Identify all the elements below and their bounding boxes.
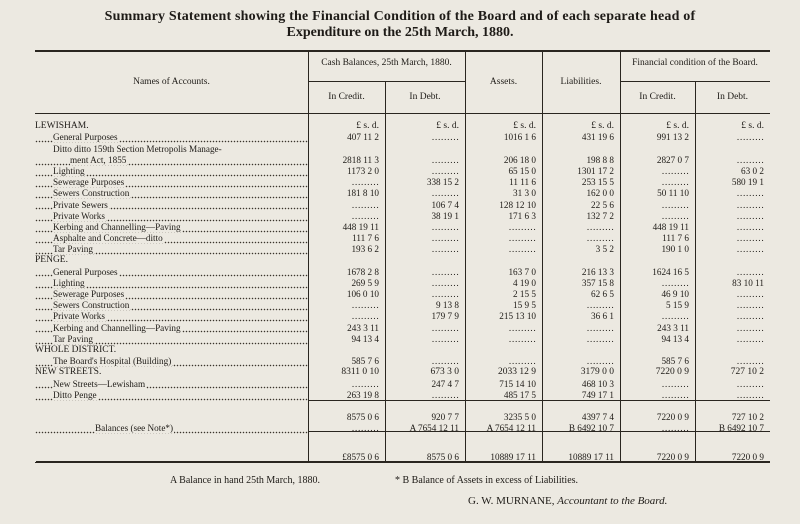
account-name: Kerbing and Channelling—Paving (53, 221, 181, 232)
note-b: * B Balance of Assets in excess of Liabilities. (395, 475, 579, 486)
amount-cell: ……… (351, 210, 379, 221)
amount-cell: ……… (431, 188, 459, 199)
amount-cell: 2827 0 7 (656, 154, 689, 165)
table-row (35, 244, 770, 255)
amount-cell: 991 13 2 (656, 132, 689, 143)
account-name: Ditto Penge (53, 389, 97, 400)
amount-cell: 8311 0 10 (341, 367, 379, 378)
total-row (35, 445, 770, 462)
amount-cell: 7220 0 9 (655, 367, 689, 378)
amount-cell: 253 15 5 (581, 177, 614, 188)
account-name-cell (35, 311, 308, 322)
table-row (35, 289, 770, 300)
amount-cell: 9 13 8 (436, 300, 459, 311)
amount-cell: 580 19 1 (731, 177, 764, 188)
amount-cell: ……… (431, 389, 459, 400)
financial-table (35, 121, 770, 463)
amount-cell (465, 255, 542, 266)
section-row (35, 255, 770, 266)
amount-cell: 8575 0 6 (426, 451, 459, 462)
account-name: Lighting (53, 165, 85, 176)
amount-cell: 7220 0 9 (731, 451, 764, 462)
account-name-cell (35, 390, 308, 401)
account-name: The Board's Hospital (Building) (53, 356, 172, 367)
amount-cell: 243 3 11 (657, 322, 689, 333)
amount-cell: 94 13 4 (661, 333, 689, 344)
amount-cell: ……… (508, 233, 536, 244)
amount-cell: £ s. d. (356, 121, 379, 132)
amount-cell: 193 6 2 (351, 244, 379, 255)
account-name-cell (35, 434, 308, 445)
amount-cell (542, 143, 620, 154)
amount-cell: ……… (736, 333, 764, 344)
header-cash-in-credit: In Credit. (328, 92, 365, 102)
amount-cell: 132 7 2 (586, 210, 614, 221)
amount-cell: ……… (431, 244, 459, 255)
account-name-cell (35, 155, 308, 166)
amount-cell: B 6492 10 7 (718, 423, 764, 434)
account-name: Sewerage Purposes (53, 177, 125, 188)
account-name-cell (35, 278, 308, 289)
amount-cell: ……… (736, 154, 764, 165)
table-row (35, 132, 770, 143)
amount-cell: 485 17 5 (503, 389, 536, 400)
amount-cell: ……… (736, 311, 764, 322)
amount-cell: ……… (736, 300, 764, 311)
account-name-cell (35, 289, 308, 300)
account-name-cell (35, 367, 308, 378)
amount-cell: ……… (736, 244, 764, 255)
amount-cell (308, 255, 385, 266)
amount-cell: 357 15 8 (581, 277, 614, 288)
amount-cell: 3179 0 0 (580, 367, 614, 378)
amount-cell: ……… (431, 233, 459, 244)
amount-cell: 46 9 10 (661, 289, 689, 299)
amount-cell: 920 7 7 (431, 412, 459, 423)
amount-cell (695, 143, 770, 154)
amount-cell: 181 8 10 (346, 188, 379, 199)
amount-cell: 727 10 2 (731, 412, 764, 423)
amount-cell: 11 11 6 (509, 177, 536, 188)
account-name: Balances (see Note*) (95, 423, 174, 434)
amount-cell: 94 13 4 (351, 333, 379, 344)
table-row (35, 143, 770, 154)
amount-cell: 468 10 3 (581, 378, 614, 389)
amount-cell: ……… (661, 311, 689, 322)
amount-cell: 4397 7 4 (581, 412, 614, 423)
amount-cell: 111 7 6 (352, 233, 379, 244)
amount-cell: 338 15 2 (426, 177, 459, 188)
amount-cell: 50 11 10 (657, 188, 689, 199)
account-name: Asphalte and Concrete—ditto (53, 233, 163, 244)
amount-cell: 111 7 6 (662, 233, 689, 244)
page-title-line2: Expenditure on the 25th March, 1880. (286, 25, 514, 40)
amount-cell: ……… (586, 300, 614, 311)
amount-cell: 263 19 8 (346, 389, 379, 400)
amount-cell: 198 8 8 (586, 154, 614, 165)
amount-cell: ……… (736, 199, 764, 210)
amount-cell: 585 7 6 (661, 356, 689, 367)
amount-cell: £ s. d. (591, 121, 614, 132)
header-fin-in-debt: In Debt. (716, 92, 749, 102)
amount-cell (695, 345, 770, 356)
table-row (35, 378, 770, 389)
amount-cell: 38 19 1 (431, 210, 459, 221)
amount-cell (385, 255, 465, 266)
amount-cell: 190 1 0 (661, 244, 689, 255)
account-name: Private Sewers (53, 199, 108, 210)
amount-cell (385, 345, 465, 356)
amount-cell: 22 5 6 (591, 199, 614, 210)
amount-cell: 106 0 10 (346, 289, 379, 299)
amount-cell: ……… (508, 322, 536, 333)
table-row (35, 188, 770, 199)
amount-cell: ……… (661, 378, 689, 389)
amount-cell: 2033 12 9 (498, 367, 536, 378)
amount-cell: 1173 2 0 (347, 165, 379, 176)
table-row (35, 434, 770, 445)
account-name-cell (35, 334, 308, 345)
amount-cell: 163 7 0 (508, 266, 536, 277)
account-name-cell (35, 244, 308, 255)
signature-name: G. W. MURNANE, (468, 495, 555, 507)
page-title-line1: Summary Statement showing the Financial Condition of the Board and of each separate head of (104, 9, 696, 24)
header-assets: Assets. (489, 77, 518, 87)
amount-cell: 5 15 9 (666, 300, 689, 311)
account-name: General Purposes (53, 132, 118, 143)
amount-cell: ……… (736, 389, 764, 400)
account-name (35, 452, 36, 462)
account-name-cell (35, 233, 308, 244)
account-name-cell (35, 222, 308, 233)
amount-cell (620, 143, 695, 154)
amount-cell: ……… (351, 311, 379, 322)
section-row (35, 367, 770, 378)
account-name-cell (35, 188, 308, 199)
amount-cell: ……… (736, 378, 764, 389)
header-cash-in-debt: In Debt. (409, 92, 441, 102)
account-name: Sewers Construction (53, 300, 130, 311)
amount-cell: £ s. d. (513, 121, 536, 132)
note-a: A Balance in hand 25th March, 1880. (170, 475, 320, 486)
amount-cell: 448 19 11 (652, 221, 689, 232)
amount-cell: 10889 17 11 (568, 451, 614, 462)
amount-cell: £ s. d. (436, 121, 459, 132)
amount-cell (465, 143, 542, 154)
amount-cell: ……… (586, 221, 614, 232)
amount-cell (385, 143, 465, 154)
amount-cell (542, 401, 620, 412)
amount-cell (695, 255, 770, 266)
account-name: PENGE. (35, 255, 68, 266)
amount-cell: ……… (586, 356, 614, 367)
account-name-cell (35, 166, 308, 177)
account-name: New Streets—Lewisham (53, 378, 146, 389)
amount-cell (620, 434, 695, 445)
amount-cell: ……… (736, 233, 764, 244)
account-name: General Purposes (53, 266, 118, 277)
amount-cell: 243 3 11 (347, 322, 379, 333)
amount-cell (620, 255, 695, 266)
table-row (35, 222, 770, 233)
amount-cell: ……… (431, 277, 459, 288)
account-name-cell (35, 121, 308, 132)
amount-cell: ……… (736, 266, 764, 277)
amount-cell: 2 15 5 (513, 289, 536, 299)
amount-cell: ……… (431, 266, 459, 277)
amount-cell: 727 10 2 (730, 367, 764, 378)
table-row (35, 199, 770, 210)
account-name-cell (35, 177, 308, 188)
amount-cell: 448 19 11 (342, 221, 379, 232)
amount-cell: ……… (508, 244, 536, 255)
amount-cell: 673 3 0 (430, 367, 459, 378)
amount-cell: ……… (508, 356, 536, 367)
account-name: ment Act, 1855 (70, 154, 127, 165)
table-row (35, 356, 770, 367)
table-row (35, 211, 770, 222)
amount-cell: ……… (431, 165, 459, 176)
account-name-cell (35, 445, 308, 462)
amount-cell (465, 434, 542, 445)
amount-cell: 715 14 10 (499, 378, 536, 389)
amount-cell: ……… (351, 199, 379, 210)
amount-cell (385, 401, 465, 412)
account-name-cell (35, 255, 308, 266)
account-name: Tar Paving (53, 244, 93, 255)
account-name-cell (35, 401, 308, 412)
amount-cell: ……… (351, 423, 379, 434)
amount-cell (465, 401, 542, 412)
amount-cell: 7220 0 9 (656, 451, 689, 462)
amount-cell: 1301 17 2 (577, 165, 614, 176)
table-row (35, 278, 770, 289)
amount-cell: 15 9 5 (513, 300, 536, 311)
amount-cell: £ s. d. (666, 121, 689, 132)
amount-cell: 4 19 0 (513, 277, 536, 288)
amount-cell (620, 345, 695, 356)
amount-cell: 407 11 2 (347, 132, 379, 143)
amount-cell: ……… (431, 221, 459, 232)
account-name: WHOLE DISTRICT. (35, 344, 117, 355)
table-row (35, 266, 770, 277)
amount-cell (695, 434, 770, 445)
amount-cell: 431 19 6 (581, 132, 614, 143)
account-name-cell (35, 345, 308, 356)
amount-cell (542, 345, 620, 356)
account-name: Sewerage Purposes (53, 289, 125, 299)
amount-cell: ……… (736, 221, 764, 232)
amount-cell: B 6492 10 7 (568, 423, 614, 434)
amount-cell: 83 10 11 (732, 277, 764, 288)
amount-cell: ……… (736, 356, 764, 367)
amount-cell: ……… (431, 322, 459, 333)
amount-cell: ……… (736, 289, 764, 299)
amount-cell (542, 434, 620, 445)
header-cash-balances: Cash Balances, 25th March, 1880. (321, 58, 452, 68)
amount-cell: ……… (431, 154, 459, 165)
top-rule (35, 50, 770, 52)
account-name-cell (35, 423, 308, 434)
amount-cell: 247 4 7 (431, 378, 459, 389)
amount-cell: ……… (351, 177, 379, 188)
amount-cell: 2818 11 3 (342, 154, 379, 165)
account-name: Kerbing and Channelling—Paving (53, 322, 181, 333)
amount-cell: ……… (586, 233, 614, 244)
amount-cell (385, 434, 465, 445)
amount-cell: ……… (351, 378, 379, 389)
account-name: LEWISHAM. (35, 121, 89, 132)
amount-cell: 106 7 4 (431, 199, 459, 210)
header-liabilities: Liabilities. (560, 77, 602, 87)
amount-cell: ……… (661, 177, 689, 188)
amount-cell: ……… (431, 333, 459, 344)
table-row (35, 177, 770, 188)
cash-header-rule (308, 81, 465, 82)
amount-cell: A 7654 12 11 (409, 423, 459, 434)
header-bottom-rule (35, 113, 770, 114)
table-row (35, 155, 770, 166)
account-name (35, 434, 36, 444)
amount-cell: 3 5 2 (595, 244, 614, 255)
account-name: Private Works (53, 210, 105, 221)
amount-cell: ……… (736, 322, 764, 333)
amount-cell: 8575 0 6 (346, 412, 379, 423)
account-name (35, 401, 36, 411)
signature (468, 495, 667, 507)
account-name: NEW STREETS. (35, 367, 102, 378)
amount-cell: ……… (661, 423, 689, 434)
amount-cell: ……… (661, 199, 689, 210)
amount-cell: ……… (431, 356, 459, 367)
section-row (35, 121, 770, 132)
header-names-of-accounts: Names of Accounts. (133, 77, 210, 87)
header-financial-condition: Financial condition of the Board. (632, 58, 758, 68)
amount-cell: 171 6 3 (508, 210, 536, 221)
table-row (35, 412, 770, 423)
account-name (35, 412, 36, 422)
table-row (35, 423, 770, 434)
header-fin-in-credit: In Credit. (639, 92, 676, 102)
amount-cell: 63 0 2 (741, 165, 764, 176)
amount-cell: ……… (661, 389, 689, 400)
amount-cell: 1016 1 6 (503, 132, 536, 143)
amount-cell: ……… (351, 300, 379, 311)
amount-cell (542, 255, 620, 266)
amount-cell: 216 13 3 (581, 266, 614, 277)
amount-cell: ……… (736, 188, 764, 199)
amount-cell: 62 6 5 (591, 289, 614, 299)
account-name-cell (35, 132, 308, 143)
amount-cell: 269 5 9 (351, 277, 379, 288)
table-row (35, 300, 770, 311)
amount-cell: 10889 17 11 (490, 451, 536, 462)
account-name-cell (35, 322, 308, 333)
amount-cell: 128 12 10 (499, 199, 536, 210)
amount-cell: 1624 16 5 (652, 266, 689, 277)
account-name: Sewers Construction (53, 188, 130, 199)
account-name-cell (35, 211, 308, 222)
section-row (35, 345, 770, 356)
amount-cell: ……… (431, 289, 459, 299)
amount-cell: 7220 0 9 (656, 412, 689, 423)
amount-cell: 162 0 0 (586, 188, 614, 199)
table-row (35, 390, 770, 401)
table-row (35, 233, 770, 244)
amount-cell: 1678 2 8 (346, 266, 379, 277)
amount-cell: ……… (661, 210, 689, 221)
account-name-cell (35, 143, 308, 154)
table-row (35, 401, 770, 412)
account-name-cell (35, 266, 308, 277)
signature-title: Accountant to the Board. (557, 495, 668, 507)
amount-cell: 36 6 1 (591, 311, 614, 322)
amount-cell (308, 143, 385, 154)
amount-cell: ……… (736, 132, 764, 143)
amount-cell: ……… (508, 333, 536, 344)
amount-cell: 65 15 0 (508, 165, 536, 176)
amount-cell (308, 345, 385, 356)
amount-cell (695, 401, 770, 412)
account-name: Private Works (53, 311, 105, 322)
table-row (35, 334, 770, 345)
amount-cell: 206 18 0 (503, 154, 536, 165)
account-name-cell (35, 199, 308, 210)
amount-cell: £8575 0 6 (342, 451, 379, 462)
amount-cell (308, 401, 385, 412)
amount-cell: ……… (661, 165, 689, 176)
amount-cell: ……… (661, 277, 689, 288)
account-name-cell (35, 356, 308, 367)
amount-cell: ……… (508, 221, 536, 232)
account-name-cell (35, 412, 308, 423)
amount-cell: 585 7 6 (351, 356, 379, 367)
account-name: Ditto ditto 159th Section Metropolis Manage- (53, 143, 222, 154)
amount-cell (620, 401, 695, 412)
amount-cell (465, 345, 542, 356)
amount-cell: ……… (736, 210, 764, 221)
amount-cell: 3235 5 0 (503, 412, 536, 423)
amount-cell: £ s. d. (741, 121, 764, 132)
amount-cell (308, 434, 385, 445)
amount-cell: ……… (431, 132, 459, 143)
account-name-cell (35, 300, 308, 311)
table-row (35, 322, 770, 333)
amount-cell: 31 3 0 (513, 188, 536, 199)
table-row (35, 166, 770, 177)
account-name: Lighting (53, 277, 85, 288)
account-name: Tar Paving (53, 333, 93, 344)
amount-cell: 179 7 9 (431, 311, 459, 322)
table-row (35, 311, 770, 322)
amount-cell: 215 13 10 (499, 311, 536, 322)
amount-cell: ……… (586, 322, 614, 333)
amount-cell: A 7654 12 11 (486, 423, 536, 434)
amount-cell: ……… (586, 333, 614, 344)
account-name-cell (35, 378, 308, 389)
amount-cell: 749 17 1 (581, 389, 614, 400)
